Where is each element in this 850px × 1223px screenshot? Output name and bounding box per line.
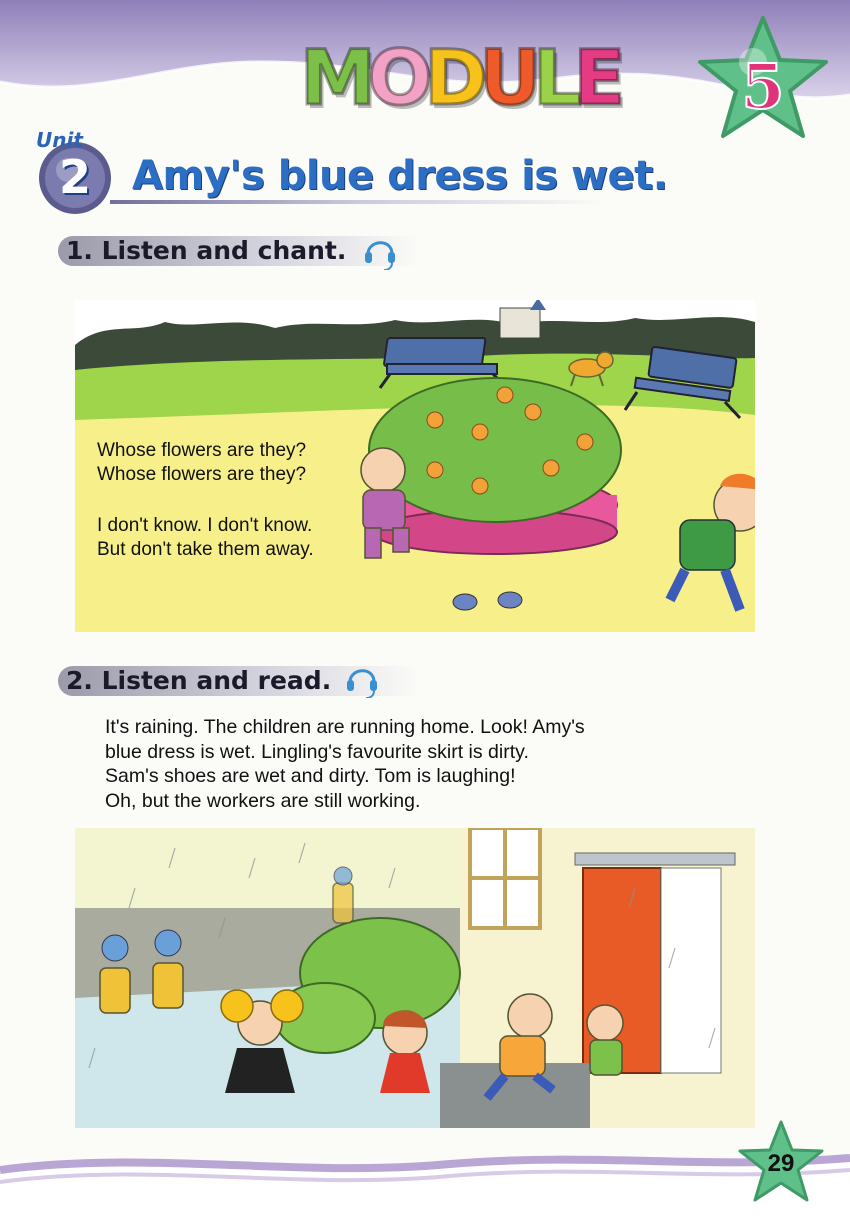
- unit-label: Unit: [36, 128, 83, 152]
- module-number-star: [693, 12, 833, 152]
- unit-title: Amy's blue dress is wet.: [132, 153, 668, 199]
- chant-line: Whose flowers are they?: [97, 440, 307, 461]
- module-letter: U: [479, 33, 542, 122]
- chant-line: Whose flowers are they?: [97, 464, 307, 485]
- section1-heading: 1. Listen and chant.: [66, 236, 347, 265]
- module-letter: O: [367, 33, 433, 122]
- chant-line: But don't take them away.: [97, 539, 314, 560]
- headphones-icon[interactable]: [344, 658, 380, 698]
- module-letter: M: [300, 33, 376, 122]
- passage-line: It's raining. The children are running home. Look! Amy's: [105, 716, 585, 738]
- rain-scene: [75, 828, 755, 1128]
- module-letter: L: [533, 33, 582, 122]
- module-letter: D: [424, 33, 488, 122]
- passage-line: Oh, but the workers are still working.: [105, 789, 421, 812]
- module-letter: E: [573, 33, 626, 122]
- bottom-decorative-band: [0, 1130, 850, 1223]
- headphones-icon[interactable]: [362, 230, 398, 270]
- reading-passage: [105, 715, 725, 813]
- module-title: [300, 33, 626, 122]
- title-underline: [110, 200, 605, 204]
- chant-line: I don't know. I don't know.: [97, 515, 313, 536]
- module-number: 5: [741, 50, 785, 123]
- park-illustration: [75, 300, 755, 632]
- section2-heading: 2. Listen and read.: [66, 666, 332, 695]
- passage-line: Sam's shoes are wet and dirty. Tom is laughing!: [105, 765, 516, 787]
- page-number: 29: [767, 1150, 795, 1177]
- unit-number: 2: [58, 150, 91, 204]
- rain-illustration: [75, 828, 755, 1128]
- passage-line: blue dress is wet. Lingling's favourite skirt is dirty.: [105, 740, 529, 763]
